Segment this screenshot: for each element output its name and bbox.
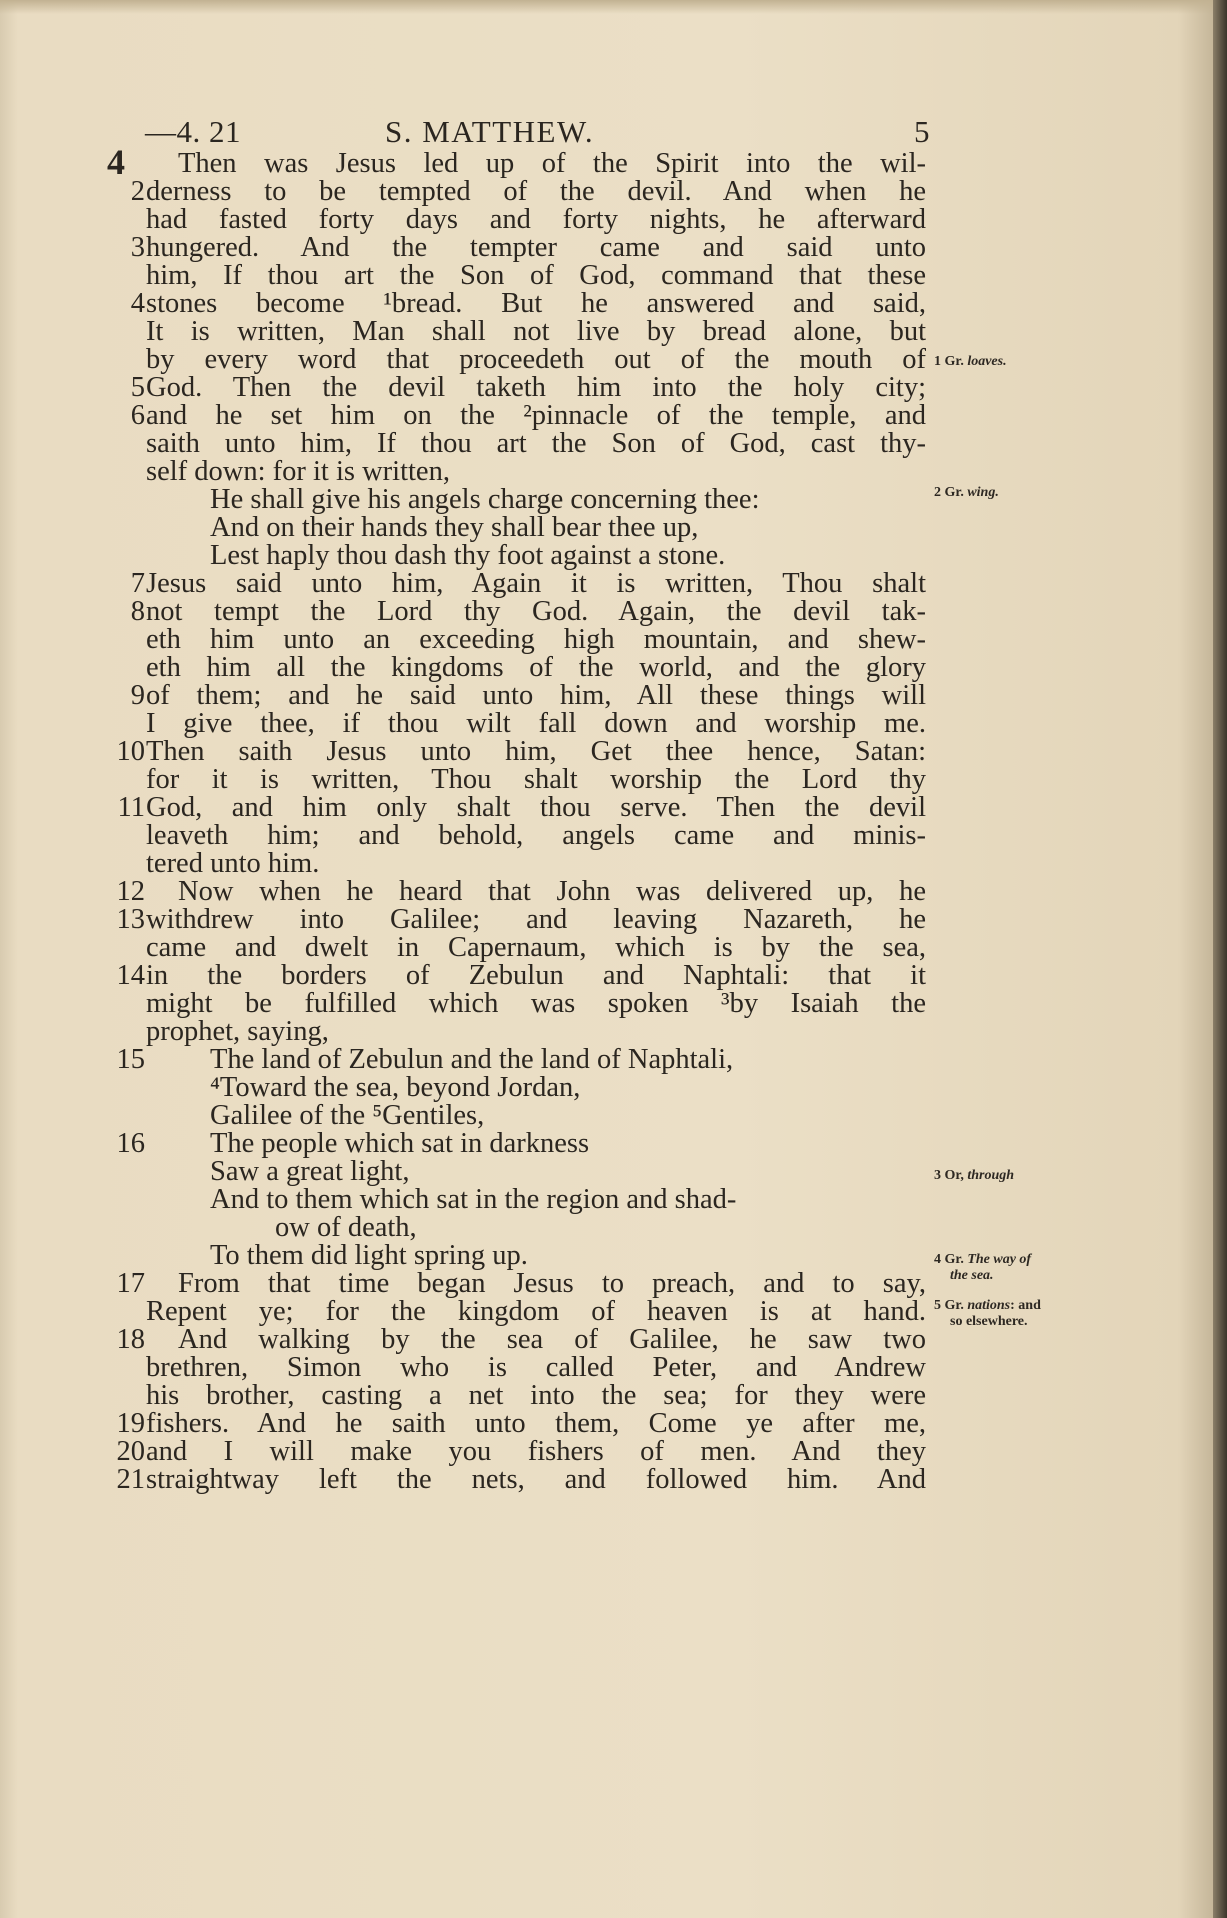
note-label: Or, <box>944 1168 964 1183</box>
line-text: And walking by the sea of Galilee, he saw two <box>178 1324 926 1355</box>
margin-note <box>934 354 1007 370</box>
verse-number: 18 <box>116 1324 145 1355</box>
verse-number: 20 <box>116 1436 145 1467</box>
verse-number: 21 <box>116 1464 145 1495</box>
verse-number: 3 <box>130 232 145 263</box>
line-text: for it is written, Thou shalt worship the Lord thy <box>146 764 926 795</box>
verse-number: 6 <box>130 400 145 431</box>
line-text: And on their hands they shall bear thee up, <box>210 512 699 543</box>
line-text: hungered. And the tempter came and said unto <box>146 232 926 263</box>
note-label: Gr. <box>944 485 964 500</box>
verse-number: 7 <box>130 568 145 599</box>
note-text-suffix: : and <box>1010 1298 1041 1313</box>
line-text: The land of Zebulun and the land of Naphtali, <box>210 1044 734 1075</box>
line-text: fishers. And he saith unto them, Come ye after me, <box>146 1408 926 1439</box>
verse-number: 13 <box>116 904 145 935</box>
note-label: Gr. <box>944 354 964 369</box>
verse-number: 8 <box>130 596 145 627</box>
line-text: Jesus said unto him, Again it is written, Thou shalt <box>146 568 926 599</box>
note-text-continued: so elsewhere. <box>950 1314 1028 1329</box>
line-text: From that time began Jesus to preach, and to say, <box>178 1268 926 1299</box>
line-text: Lest haply thou dash thy foot against a stone. <box>210 540 726 571</box>
line-text: stones become ¹bread. But he answered and said, <box>146 288 926 319</box>
note-text: through <box>967 1168 1015 1183</box>
note-marker: 1 <box>934 354 941 369</box>
verse-number: 12 <box>116 876 145 907</box>
line-text: his brother, casting a net into the sea; for they were <box>146 1380 926 1411</box>
page-number: 5 <box>914 114 930 149</box>
line-text: And to them which sat in the region and shad- <box>210 1184 737 1215</box>
chapter-number: 4 <box>107 142 125 182</box>
verse-range: —4. 21 <box>145 114 241 149</box>
line-text: ow of death, <box>275 1212 417 1243</box>
line-text: had fasted forty days and forty nights, he afterward <box>146 204 926 235</box>
text-line <box>0 1464 1227 1496</box>
line-text: prophet, saying, <box>146 1016 329 1047</box>
line-text: not tempt the Lord thy God. Again, the devil tak- <box>146 596 926 627</box>
verse-number: 19 <box>116 1408 145 1439</box>
note-text: wing. <box>967 485 999 500</box>
line-text: Galilee of the ⁵Gentiles, <box>210 1100 485 1131</box>
book-title: S. MATTHEW. <box>385 114 595 149</box>
line-text: Repent ye; for the kingdom of heaven is at hand. <box>146 1296 926 1327</box>
line-text: might be fulfilled which was spoken ³by Isaiah the <box>146 988 926 1019</box>
line-text: Then was Jesus led up of the Spirit into the wil- <box>178 148 926 179</box>
note-label: Gr. <box>944 1252 964 1267</box>
margin-note <box>934 1252 1031 1284</box>
line-text: eth him unto an exceeding high mountain, and shew- <box>146 624 926 655</box>
line-text: Saw a great light, <box>210 1156 410 1187</box>
note-text: The way of <box>967 1252 1032 1267</box>
line-text: and I will make you fishers of men. And they <box>146 1436 926 1467</box>
line-text: and he set him on the ²pinnacle of the temple, and <box>146 400 926 431</box>
line-text: I give thee, if thou wilt fall down and worship me. <box>146 708 926 739</box>
line-text: It is written, Man shall not live by bread alone, but <box>146 316 926 347</box>
verse-number: 11 <box>117 792 145 823</box>
note-label: Gr. <box>944 1298 964 1313</box>
verse-number: 2 <box>130 176 145 207</box>
note-text: nations <box>967 1298 1011 1313</box>
verse-number: 17 <box>116 1268 145 1299</box>
line-text: of them; and he said unto him, All these things will <box>146 680 926 711</box>
line-text: God, and him only shalt thou serve. Then the devil <box>146 792 926 823</box>
note-marker: 2 <box>934 485 941 500</box>
line-text: The people which sat in darkness <box>210 1128 590 1159</box>
line-text: withdrew into Galilee; and leaving Nazareth, he <box>146 904 926 935</box>
note-marker: 3 <box>934 1168 941 1183</box>
line-text: eth him all the kingdoms of the world, and the glory <box>146 652 926 683</box>
verse-number: 10 <box>116 736 145 767</box>
line-text: God. Then the devil taketh him into the holy city; <box>146 372 926 403</box>
verse-number: 4 <box>130 288 145 319</box>
line-text: brethren, Simon who is called Peter, and Andrew <box>146 1352 926 1383</box>
verse-number: 9 <box>130 680 145 711</box>
line-text: him, If thou art the Son of God, command that these <box>146 260 926 291</box>
note-text: loaves. <box>967 354 1007 369</box>
margin-note <box>934 1168 1014 1184</box>
verse-number: 15 <box>116 1044 145 1075</box>
margin-note <box>934 485 999 501</box>
verse-number: 16 <box>116 1128 145 1159</box>
line-text: Then saith Jesus unto him, Get thee hence, Satan: <box>146 736 926 767</box>
line-text: He shall give his angels charge concerning thee: <box>210 484 760 515</box>
line-text: saith unto him, If thou art the Son of God, cast thy- <box>146 428 926 459</box>
line-text: tered unto him. <box>146 848 320 879</box>
margin-note <box>934 1298 1041 1330</box>
line-text: ⁴Toward the sea, beyond Jordan, <box>210 1072 581 1103</box>
line-text: To them did light spring up. <box>210 1240 528 1271</box>
line-text: derness to be tempted of the devil. And when he <box>146 176 926 207</box>
note-marker: 4 <box>934 1252 941 1267</box>
line-text: by every word that proceedeth out of the mouth of <box>146 344 926 375</box>
verse-number: 14 <box>116 960 145 991</box>
note-marker: 5 <box>934 1298 941 1313</box>
line-text: straightway left the nets, and followed him. And <box>146 1464 926 1495</box>
line-text: Now when he heard that John was delivered up, he <box>178 876 926 907</box>
line-text: leaveth him; and behold, angels came and minis- <box>146 820 926 851</box>
verse-number: 5 <box>130 372 145 403</box>
line-text: in the borders of Zebulun and Naphtali: that it <box>146 960 926 991</box>
line-text: came and dwelt in Capernaum, which is by the sea, <box>146 932 926 963</box>
line-text: self down: for it is written, <box>146 456 450 487</box>
note-text-continued: the sea. <box>950 1268 994 1283</box>
